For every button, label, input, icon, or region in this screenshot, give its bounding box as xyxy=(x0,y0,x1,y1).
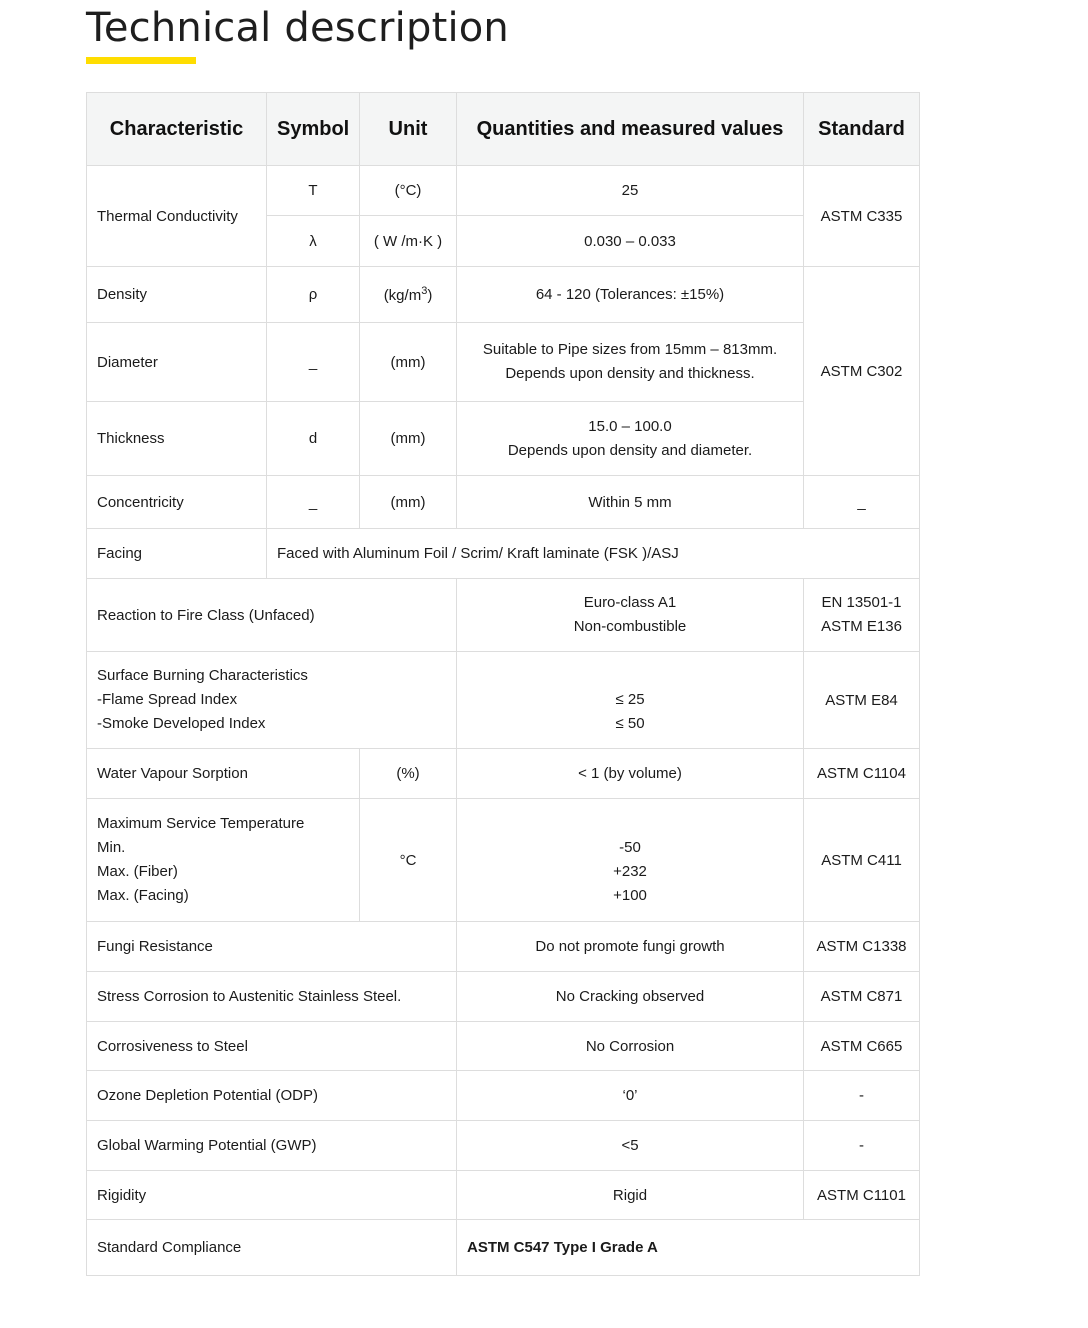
standard-cell: ASTM C665 xyxy=(804,1022,920,1071)
standard-cell: ASTM C1101 xyxy=(804,1171,920,1220)
symbol-cell: T xyxy=(267,166,360,216)
standard-cell: ASTM C1104 xyxy=(804,749,920,799)
value-cell: ‘0’ xyxy=(457,1071,804,1121)
characteristic-cell xyxy=(87,652,457,749)
unit-cell: (°C) xyxy=(360,166,457,216)
standard-cell: ASTM E84 xyxy=(804,652,920,749)
table-row xyxy=(87,652,920,749)
table-row xyxy=(87,972,920,1022)
characteristic-line: -Flame Spread Index xyxy=(97,691,238,708)
value-cell: No Cracking observed xyxy=(457,972,804,1022)
standard-cell: ASTM C302 xyxy=(804,267,920,476)
standard-cell: ASTM C1338 xyxy=(804,922,920,972)
value-cell xyxy=(457,579,804,652)
header-symbol: Symbol xyxy=(267,93,360,166)
table-row xyxy=(87,1121,920,1171)
table-row xyxy=(87,579,920,652)
value-line: 15.0 – 100.0 xyxy=(588,417,672,435)
unit-superscript: 3 xyxy=(421,285,428,297)
value-line: Non-combustible xyxy=(573,618,687,635)
table-row xyxy=(87,1022,920,1071)
standard-line: ASTM E136 xyxy=(821,618,902,635)
value-cell xyxy=(457,402,804,476)
unit-close: ) xyxy=(427,287,433,304)
table-row xyxy=(87,529,920,579)
symbol-cell: _ xyxy=(267,476,360,529)
value-cell: Faced with Aluminum Foil / Scrim/ Kraft laminate (FSK )/ASJ xyxy=(267,529,920,579)
characteristic-cell: Rigidity xyxy=(87,1171,457,1220)
value-line: ≤ 25 xyxy=(615,691,645,708)
characteristic-line: Maximum Service Temperature xyxy=(97,815,305,832)
standard-cell: - xyxy=(804,1121,920,1171)
table-row xyxy=(87,267,920,323)
unit-text: (kg/m xyxy=(383,287,422,304)
header-values: Quantities and measured values xyxy=(457,93,804,166)
table-row xyxy=(87,1171,920,1220)
unit-cell: (mm) xyxy=(360,402,457,476)
table-header-row xyxy=(87,93,920,166)
standard-cell: ASTM C411 xyxy=(804,799,920,922)
page-title: Technical description xyxy=(86,5,509,51)
value-line: +100 xyxy=(613,887,647,904)
value-cell: 25 xyxy=(457,166,804,216)
value-line: Suitable to Pipe sizes from 15mm – 813mm. xyxy=(482,341,778,358)
characteristic-cell: Diameter xyxy=(87,323,267,402)
value-line: Depends upon density and thickness. xyxy=(505,365,755,382)
value-cell: No Corrosion xyxy=(457,1022,804,1071)
header-standard: Standard xyxy=(804,93,920,166)
characteristic-cell: Facing xyxy=(87,529,267,579)
value-cell xyxy=(457,799,804,922)
unit-cell: ( W /m·K ) xyxy=(360,216,457,267)
table-row xyxy=(87,1220,920,1276)
value-cell: < 1 (by volume) xyxy=(457,749,804,799)
value-line: Depends upon density and diameter. xyxy=(507,441,753,459)
table-row xyxy=(87,922,920,972)
table-row xyxy=(87,323,920,402)
header-unit: Unit xyxy=(360,93,457,166)
value-line: +232 xyxy=(613,863,647,880)
value-line: Euro-class A1 xyxy=(583,594,677,611)
value-cell: Rigid xyxy=(457,1171,804,1220)
characteristic-line: Min. xyxy=(97,839,126,856)
characteristic-cell: Water Vapour Sorption xyxy=(87,749,360,799)
value-cell xyxy=(457,652,804,749)
table-row xyxy=(87,402,920,476)
characteristic-line: -Smoke Developed Index xyxy=(97,715,266,732)
table-row xyxy=(87,476,920,529)
characteristic-cell: Reaction to Fire Class (Unfaced) xyxy=(87,579,457,652)
characteristic-cell: Stress Corrosion to Austenitic Stainless Steel. xyxy=(87,972,457,1022)
table-row xyxy=(87,799,920,922)
unit-cell: (mm) xyxy=(360,476,457,529)
characteristic-line: Surface Burning Characteristics xyxy=(97,667,308,684)
characteristic-cell: Thermal Conductivity xyxy=(87,166,267,267)
value-cell: ASTM C547 Type I Grade A xyxy=(457,1220,920,1276)
technical-spec-table xyxy=(86,92,920,1276)
characteristic-cell: Standard Compliance xyxy=(87,1220,457,1276)
characteristic-cell: Concentricity xyxy=(87,476,267,529)
standard-cell: - xyxy=(804,1071,920,1121)
unit-cell xyxy=(360,267,457,323)
value-line: -50 xyxy=(619,839,641,856)
unit-cell: (%) xyxy=(360,749,457,799)
unit-cell: (mm) xyxy=(360,323,457,402)
table-row xyxy=(87,1071,920,1121)
symbol-cell: d xyxy=(267,402,360,476)
characteristic-cell: Fungi Resistance xyxy=(87,922,457,972)
symbol-cell: ρ xyxy=(267,267,360,323)
characteristic-cell: Ozone Depletion Potential (ODP) xyxy=(87,1071,457,1121)
value-cell xyxy=(457,323,804,402)
standard-cell xyxy=(804,579,920,652)
value-cell: Within 5 mm xyxy=(457,476,804,529)
characteristic-cell: Density xyxy=(87,267,267,323)
value-cell: 0.030 – 0.033 xyxy=(457,216,804,267)
characteristic-line: Max. (Facing) xyxy=(97,887,189,904)
value-cell: Do not promote fungi growth xyxy=(457,922,804,972)
symbol-cell: λ xyxy=(267,216,360,267)
standard-line: EN 13501-1 xyxy=(821,594,902,611)
table-row xyxy=(87,166,920,216)
standard-cell: _ xyxy=(804,476,920,529)
symbol-cell: _ xyxy=(267,323,360,402)
characteristic-cell xyxy=(87,799,360,922)
value-cell: 64 - 120 (Tolerances: ±15%) xyxy=(457,267,804,323)
standard-cell: ASTM C335 xyxy=(804,166,920,267)
standard-cell: ASTM C871 xyxy=(804,972,920,1022)
header-characteristic: Characteristic xyxy=(87,93,267,166)
characteristic-line: Max. (Fiber) xyxy=(97,863,178,880)
unit-cell: °C xyxy=(360,799,457,922)
table-row xyxy=(87,749,920,799)
value-cell: <5 xyxy=(457,1121,804,1171)
characteristic-cell: Global Warming Potential (GWP) xyxy=(87,1121,457,1171)
title-accent-underline xyxy=(86,57,196,64)
value-line: ≤ 50 xyxy=(615,715,645,732)
characteristic-cell: Corrosiveness to Steel xyxy=(87,1022,457,1071)
characteristic-cell: Thickness xyxy=(87,402,267,476)
